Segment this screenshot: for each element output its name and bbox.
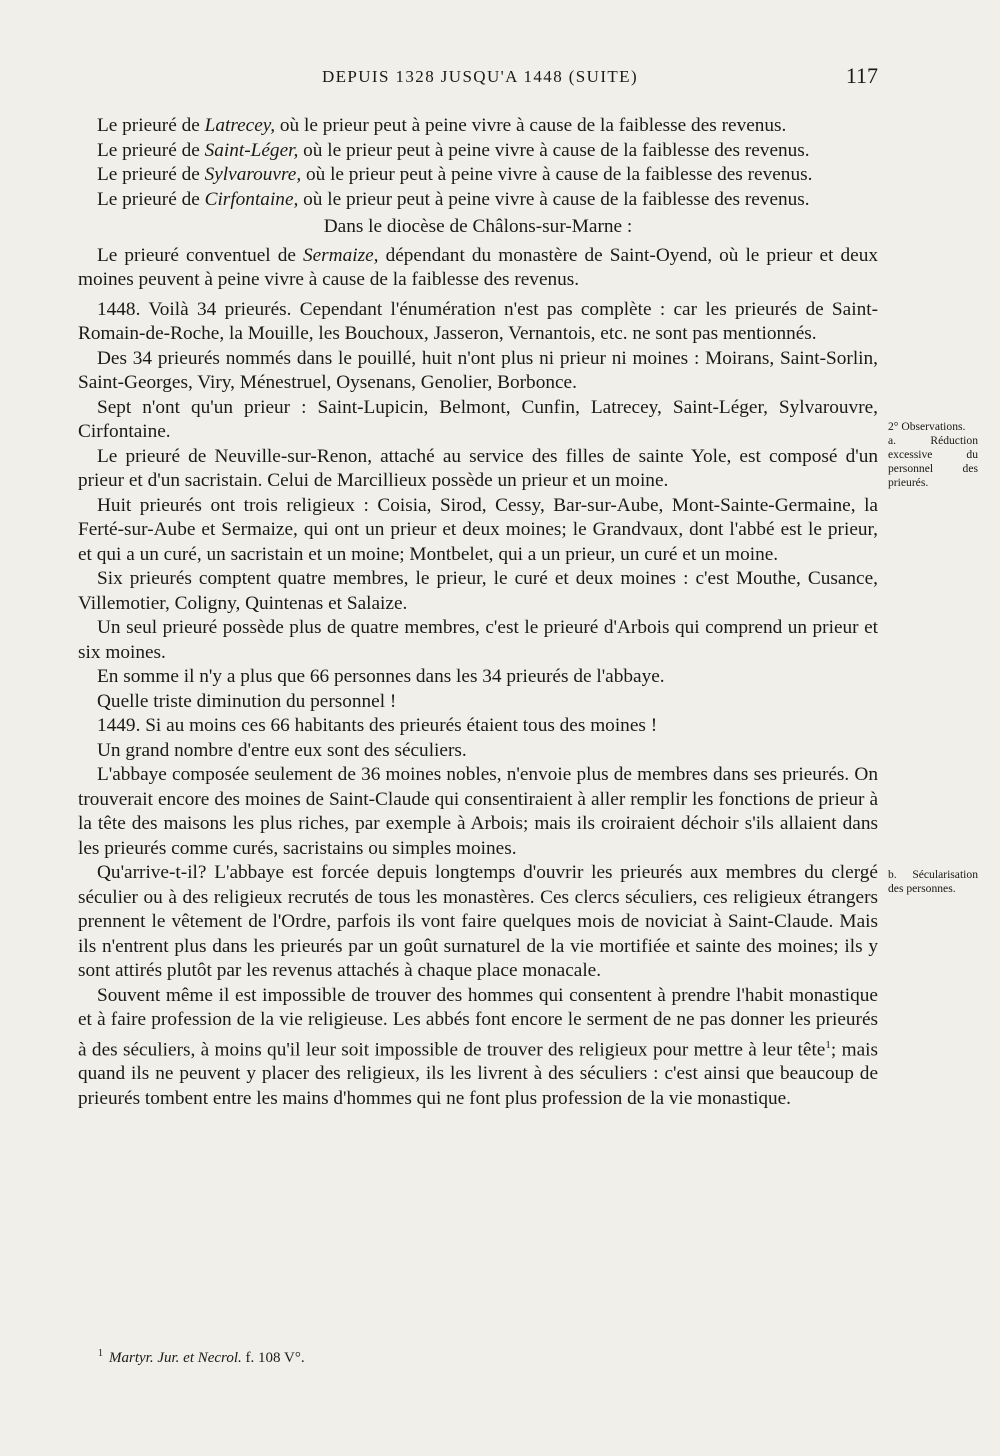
paragraph-trois-religieux: Huit prieurés ont trois religieux : Coisia, Sirod, Cessy, Bar-sur-Aube, Mont-Sainte-Germaine, la Ferté-sur-Aube et Sermaize, qui ont un prieur et deux moines; le Grandvaux, dont l'abbé est le prieur, et qui a un curé, un sacristain et un moine; Montbelet, qui a un prieur, un curé et un moine. [78, 494, 878, 565]
paragraph-latrecey: Le prieuré de Latrecey, où le prieur peut à peine vivre à cause de la faiblesse des revenus. [97, 115, 787, 136]
paragraph-souvent: Souvent même il est impossible de trouver des hommes qui consentent à prendre l'habit monastique et à faire profession de la vie religieuse. Les abbés font encore le serment de ne pas donner les prieurés à des séculiers, à moins qu'il leur soit impossible de trouver des religieux pour mettre à leur tête$^1$; mais quand ils ne peuvent y placer des religieux, ils les livrent à des séculiers : c'est ainsi que beaucoup de prieurés tombent entre les mains d'hommes qui ne font plus profession de la vie monastique. [78, 984, 878, 1109]
paragraph-sermaize: Le prieuré conventuel de Sermaize, dépendant du monastère de Saint-Oyend, où le prieur et deux moines peuvent à peine vivre à cause de la faiblesse des revenus. [78, 244, 878, 290]
paragraph-seculiers: Un grand nombre d'entre eux sont des séculiers. [97, 739, 467, 761]
margin-note-observations [888, 420, 978, 490]
footnote-number: 1 [98, 1348, 103, 1359]
diocese-heading: Dans le diocèse de Châlons-sur-Marne : [323, 216, 633, 237]
page-number: 117 [845, 63, 878, 88]
footnote [98, 1348, 305, 1367]
paragraph-cirfontaine: Le prieuré de Cirfontaine, où le prieur peut à peine vivre à cause de la faiblesse des revenus. [97, 188, 810, 210]
footnote-source: Martyr. Jur. et Necrol. [109, 1350, 242, 1366]
footnote-folio: f. 108 V°. [241, 1350, 305, 1366]
margin-note-secularisation [888, 868, 978, 896]
paragraph-qu-arrive: Qu'arrive-t-il? L'abbaye est forcée depuis longtemps d'ouvrir les prieurés aux membres du clergé séculier ou à des religieux recrutés de tous les monastères. Ces clercs séculiers, ces religieux étrangers prennent le vêtement de l'Ordre, parfois ils vont faire quelques mois de noviciat à Saint-Claude. Mais ils n'entrent plus dans les prieurés par un goût surnaturel de la vie mortifiée et sainte des moines; ils y sont attirés plutôt par les revenus attachés à chaque place monacale. [78, 862, 878, 981]
paragraph-en-somme: En somme il n'y a plus que 66 personnes dans les 34 prieurés de l'abbaye. [97, 666, 665, 687]
margin-note-secular: b. Sécularisation des personnes. [888, 868, 978, 895]
margin-note-obs-sub: a. Réduction excessive du personnel des prieurés. [888, 434, 978, 489]
paragraph-abbaye-36: L'abbaye composée seulement de 36 moines nobles, n'envoie plus de membres dans ses prieurés. On trouverait encore des moines de Saint-Claude qui consentiraient à aller remplir les fonctions de prieur à la tête des maisons les plus riches, par exemple à Arbois; mais ils croiraient déchoir s'ils allaient dans les prieurés comme curés, sacristains ou simples moines. [78, 764, 878, 859]
paragraph-sylvarouvre: Le prieuré de Sylvarouvre, où le prieur peut à peine vivre à cause de la faiblesse des revenus. [97, 164, 813, 185]
paragraph-neuville: Le prieuré de Neuville-sur-Renon, attaché au service des filles de sainte Yole, est composé d'un prieur et d'un sacristain. Celui de Marcillieux possède un prieur et un moine. [78, 445, 878, 491]
paragraph-saint-leger: Le prieuré de Saint-Léger, où le prieur peut à peine vivre à cause de la faiblesse des revenus. [97, 139, 810, 161]
paragraph-huit-sans-moines: Des 34 prieurés nommés dans le pouillé, huit n'ont plus ni prieur ni moines : Moirans, Saint-Sorlin, Saint-Georges, Viry, Ménestruel, Oysenans, Genolier, Borbonce. [78, 347, 878, 393]
margin-note-obs-title: 2° Observations. [888, 420, 966, 433]
running-header [80, 63, 880, 93]
footnote-reference: 1 [825, 1038, 831, 1051]
paragraph-sept-prieur: Sept n'ont qu'un prieur : Saint-Lupicin, Belmont, Cunfin, Latrecey, Saint-Léger, Sylvarouvre, Cirfontaine. [78, 396, 878, 442]
paragraph-quatre-membres: Six prieurés comptent quatre membres, le prieur, le curé et deux moines : c'est Mouthe, Cusance, Villemotier, Coligny, Quintenas et Salaize. [78, 568, 878, 614]
paragraph-1449: 1449. Si au moins ces 66 habitants des prieurés étaient tous des moines ! [97, 715, 658, 736]
main-text [78, 114, 878, 1111]
paragraph-diminution: Quelle triste diminution du personnel ! [97, 690, 397, 712]
running-title: DEPUIS 1328 JUSQU'A 1448 (SUITE) [321, 67, 639, 86]
paragraph-1448: 1448. Voilà 34 prieurés. Cependant l'énumération n'est pas complète : car les prieurés de Saint-Romain-de-Roche, la Mouille, les Bouchoux, Jasseron, Vernantois, etc. ne sont pas mentionnés. [78, 298, 878, 344]
paragraph-arbois: Un seul prieuré possède plus de quatre membres, c'est le prieuré d'Arbois qui comprend un prieur et six moines. [78, 617, 878, 663]
